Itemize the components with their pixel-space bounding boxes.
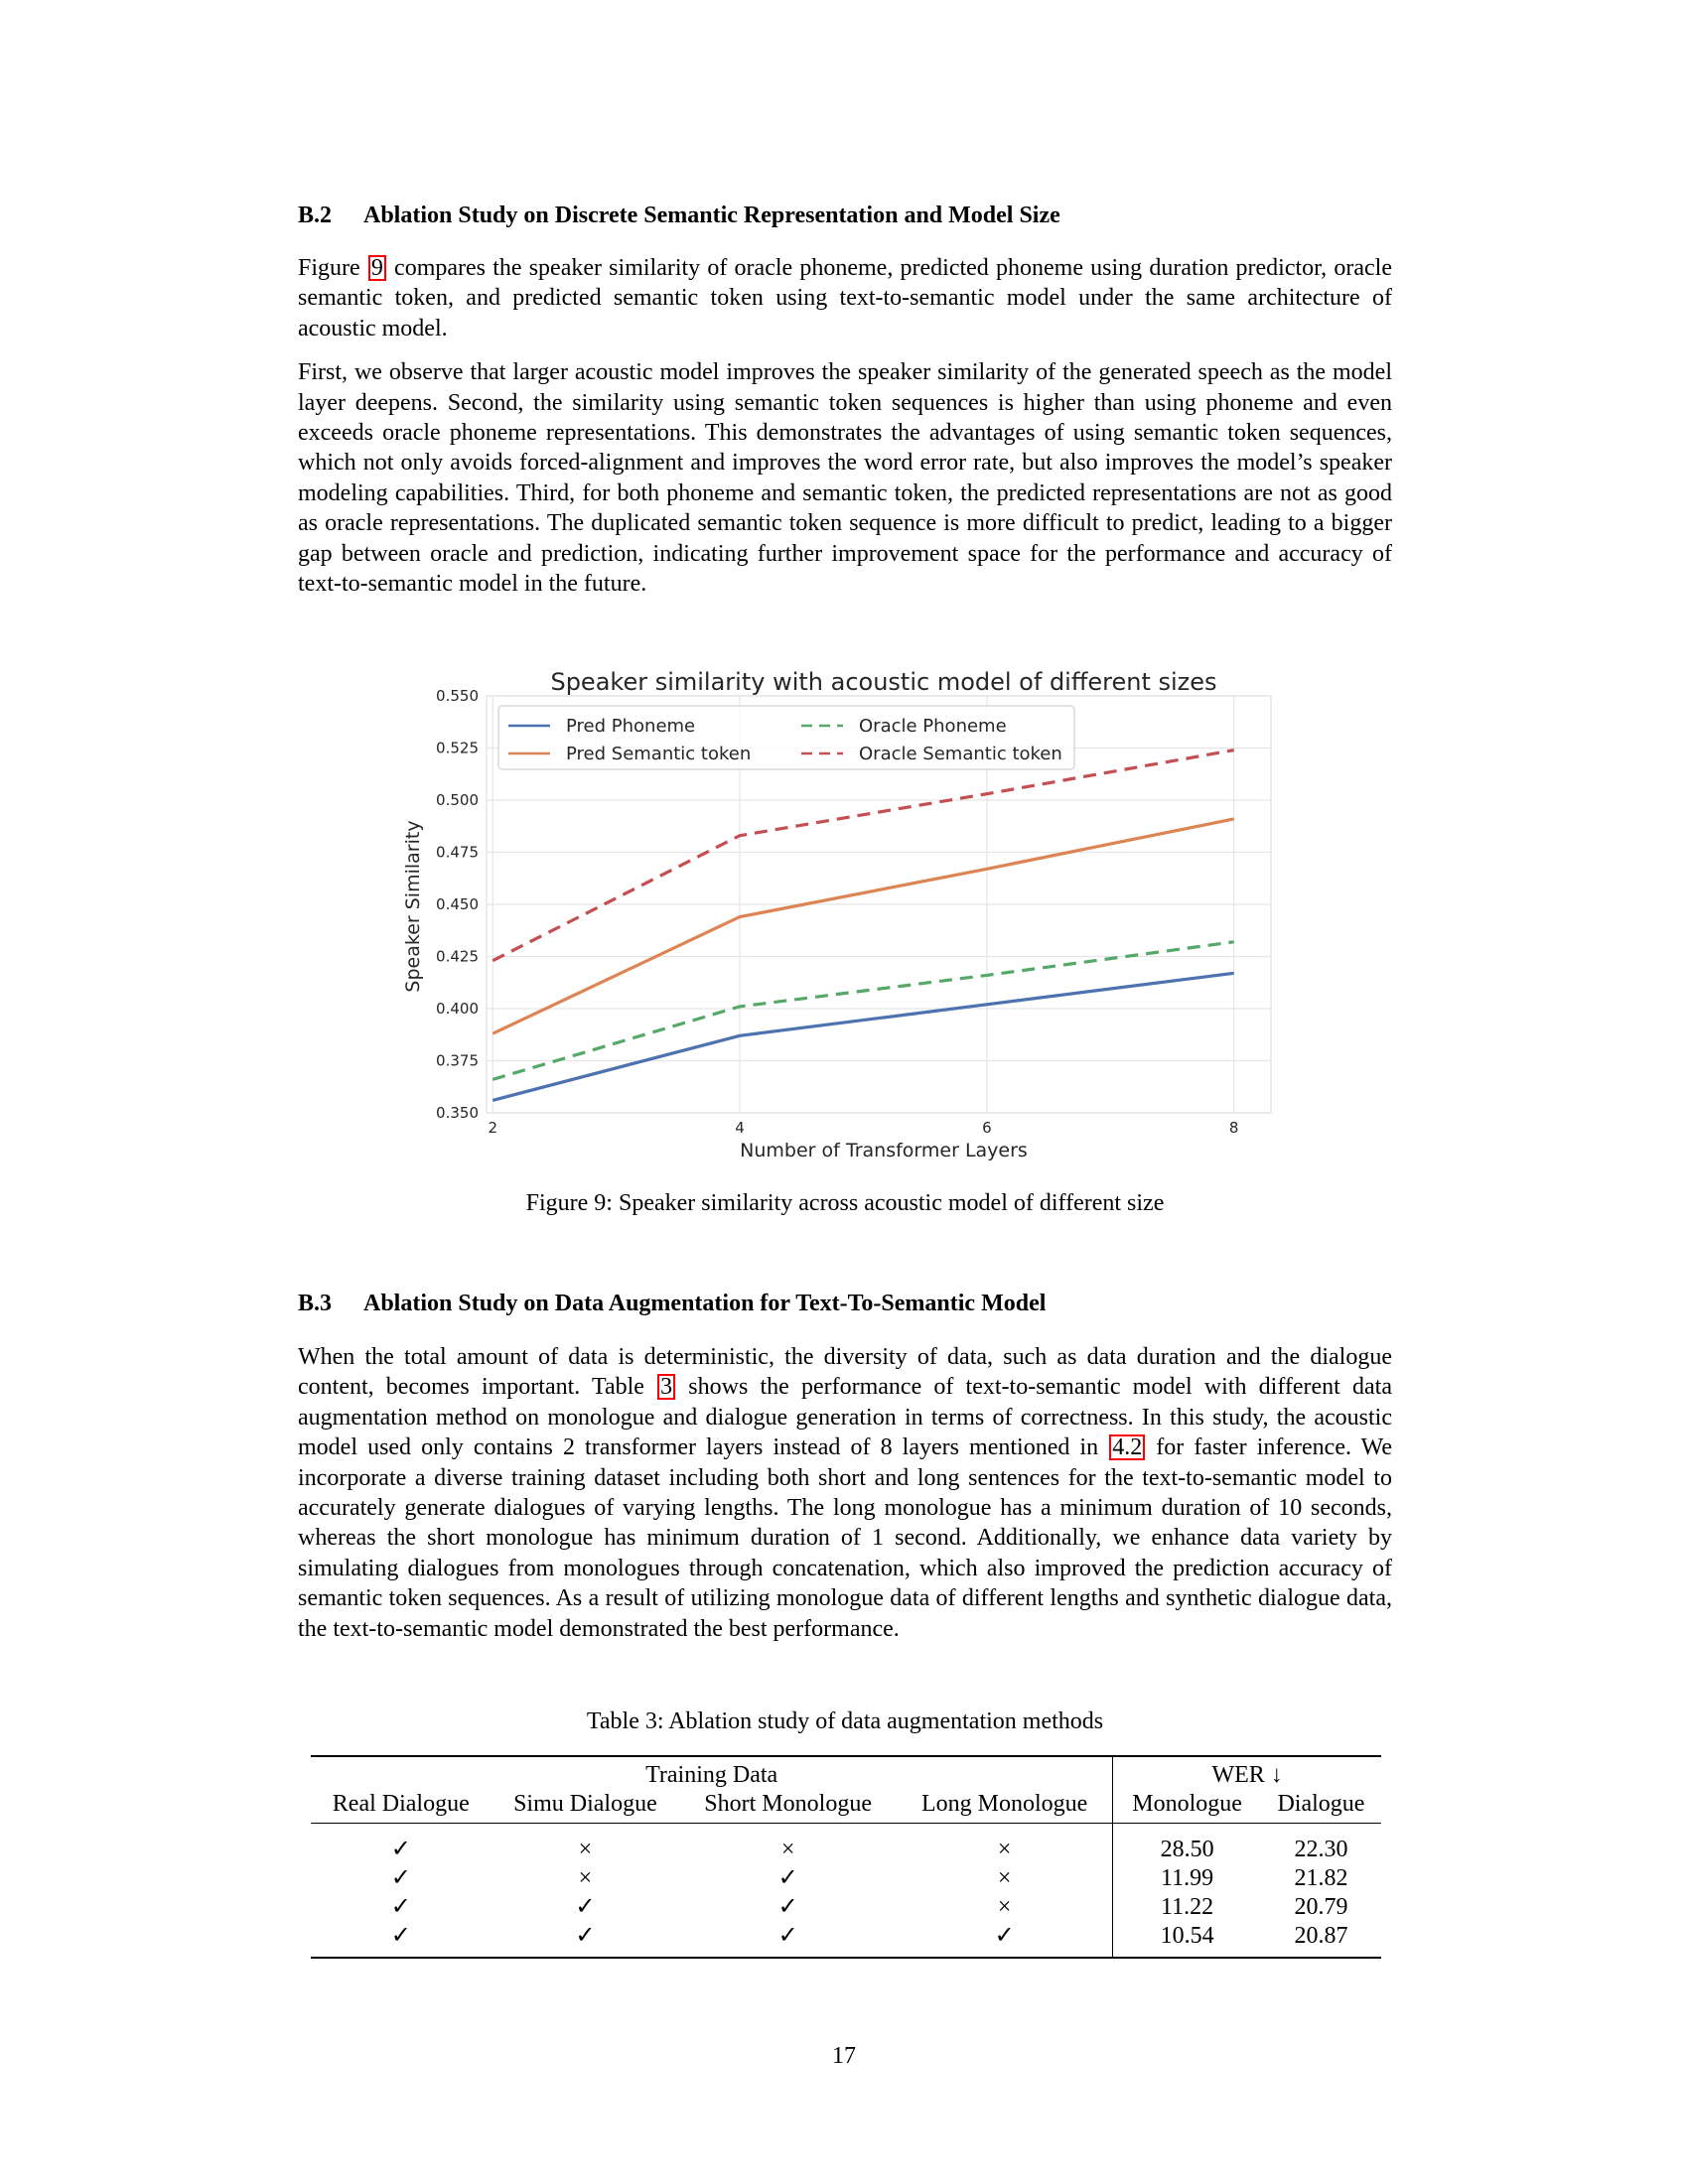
table-cell: 28.50 [1160,1837,1214,1862]
y-tick-label: 0.550 [436,687,479,705]
chart-title: Speaker similarity with acoustic model of different sizes [550,668,1217,696]
x-tick-label: 4 [735,1119,745,1137]
paragraph-b2-2: First, we observe that larger acoustic model improves the speaker similarity of the generated speech as the model layer deepens. Second, the similarity using semantic token sequences is higher than using phoneme and even exceeds oracle phoneme representations. This demonstrates the advantages of using semantic token sequences, which not only avoids forced-alignment and improves the word error rate, but also improves the model’s speaker modeling capabilities. Third, for both phoneme and semantic token, the predicted representations are not as good as oracle representations. The duplicated semantic token sequence is more difficult to predict, leading to a bigger gap between oracle and prediction, indicating further improvement space for the performance and accuracy of text-to-semantic model in the future. [298,359,1392,598]
section-number: B.2 [298,203,333,228]
y-tick-label: 0.525 [436,739,479,757]
section-number: B.3 [298,1291,333,1316]
col-real-dialogue: Real Dialogue [311,1790,492,1824]
table-cell: × [897,1824,1113,1865]
section-heading-b2 [298,201,1392,230]
table-cell: ✓ [390,1894,411,1920]
paragraph-b2-1 [298,253,1392,343]
x-tick-label: 6 [982,1119,992,1137]
page-number: 17 [832,2043,856,2069]
y-tick-label: 0.350 [436,1104,479,1122]
y-tick-label: 0.400 [436,1000,479,1018]
section-title: Ablation Study on Discrete Semantic Representation and Model Size [363,203,1060,228]
legend-label: Oracle Phoneme [859,716,1007,737]
header-training-data: Training Data [311,1756,1113,1790]
x-tick-label: 2 [488,1119,497,1137]
table-cell: × [897,1864,1113,1893]
table-cell: × [897,1893,1113,1922]
table-cell: 21.82 [1294,1865,1348,1891]
speaker-similarity-chart [397,660,1291,1166]
table-cell: 22.30 [1294,1837,1348,1862]
y-tick-label: 0.450 [436,895,479,913]
table-cell: 10.54 [1113,1922,1261,1958]
table-row [311,1824,1381,1865]
table-cell: 11.22 [1161,1894,1214,1920]
table-cell: × [780,1837,795,1862]
col-wer-monologue: Monologue [1113,1790,1261,1824]
y-axis-label: Speaker Similarity [402,820,424,993]
section-title: Ablation Study on Data Augmentation for Text-To-Semantic Model [363,1291,1047,1316]
section-heading-b3 [298,1289,1392,1318]
col-simu-dialogue: Simu Dialogue [492,1790,680,1824]
figure-ref-link[interactable]: 9 [368,255,386,281]
paragraph-text: shows the performance of text-to-semantic model with different data augmentation method on monologue and dialogue generation in terms of correctness. In this study, the acoustic model used only contains 2 transformer layers instead of 8 layers mentioned in [298,1374,1392,1461]
x-axis-ticks [488,1119,1238,1137]
table-cell: 20.79 [1294,1894,1348,1920]
x-axis-label: Number of Transformer Layers [740,1140,1028,1161]
legend [498,706,1074,769]
section-b3 [298,1289,1392,1644]
paragraph-text: compares the speaker similarity of oracle phoneme, predicted phoneme using duration predictor, oracle semantic token, and predicted semantic token using text-to-semantic model under the same architecture of acoustic model. [298,255,1392,341]
col-wer-dialogue: Dialogue [1261,1790,1381,1824]
table-ref-link[interactable]: 3 [657,1374,675,1400]
table-cell: ✓ [897,1922,1113,1958]
col-long-monologue: Long Monologue [897,1790,1113,1824]
table-cell: × [578,1837,593,1862]
table-cell: × [578,1865,593,1891]
table-cell: ✓ [777,1894,798,1920]
table-row [311,1864,1381,1893]
legend-label: Oracle Semantic token [859,744,1062,764]
section-ref-link[interactable]: 4.2 [1109,1434,1145,1460]
table-cell: ✓ [777,1865,798,1891]
ablation-table [311,1755,1381,1959]
table-cell: 11.99 [1161,1865,1214,1891]
table-cell: ✓ [679,1922,897,1958]
table-cell: 20.87 [1261,1922,1381,1958]
legend-label: Pred Phoneme [566,716,696,737]
col-short-monologue: Short Monologue [679,1790,897,1824]
table-cell: ✓ [575,1894,596,1920]
legend-label: Pred Semantic token [566,744,752,764]
figure-caption: Figure 9: Speaker similarity across acoustic model of different size [525,1190,1165,1216]
paragraph-b3-1 [298,1342,1392,1644]
header-wer: WER ↓ [1113,1756,1381,1790]
paragraph-text: When the total amount of data is deterministic, the diversity of data, such as data duration and the dialogue content, becomes important. Table [298,1344,1392,1401]
y-tick-label: 0.425 [436,947,479,966]
paragraph-text: for faster inference. We incorporate a diverse training dataset including both short and long sentences for the text-to-semantic model to accurately generate dialogues of varying lengths. The long monologue has a minimum duration of 10 seconds, whereas the short monologue has minimum duration of 1 second. Additionally, we enhance data variety by simulating dialogues from monologues through concatenation, which also improved the prediction accuracy of semantic token sequences. As a result of utilizing monologue data of different lengths and synthetic dialogue data, the text-to-semantic model demonstrated the best performance. [298,1434,1392,1642]
table-caption: Table 3: Ablation study of data augmentation methods [586,1708,1104,1734]
table-cell: ✓ [492,1922,680,1958]
section-b2 [298,201,1392,599]
x-tick-label: 8 [1228,1119,1239,1137]
y-tick-label: 0.375 [436,1051,479,1070]
table-row [311,1893,1381,1922]
y-axis-ticks [436,687,479,1122]
table-cell: ✓ [390,1865,411,1891]
paragraph-text: Figure [298,255,367,281]
table-row [311,1922,1381,1958]
y-tick-label: 0.500 [436,791,479,809]
y-tick-label: 0.475 [436,843,479,862]
table-cell: ✓ [390,1837,411,1862]
table-cell: ✓ [311,1922,492,1958]
